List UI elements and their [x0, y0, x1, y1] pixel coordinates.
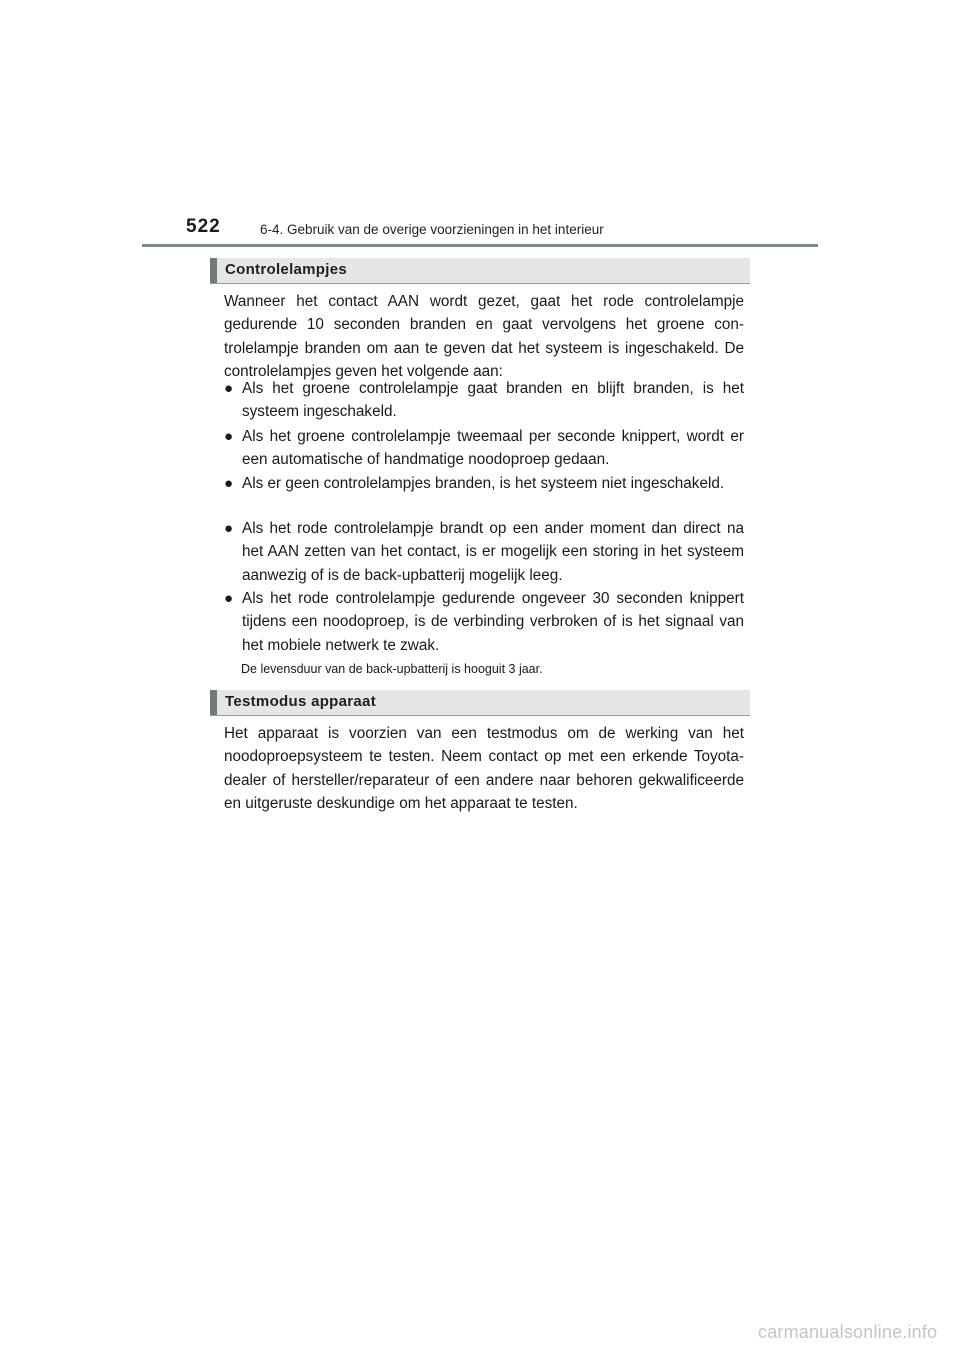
bullet-icon: ● — [224, 428, 234, 445]
watermark: carmanualsonline.info — [758, 1322, 938, 1342]
list-item — [224, 517, 744, 587]
page-number: 522 — [186, 216, 221, 237]
list-item-text: Als het groene controlelampje gaat branden en blijft branden, is het systeem ingeschakeld. — [242, 380, 744, 421]
bullet-icon: ● — [224, 520, 234, 537]
list-item — [224, 472, 744, 495]
section-heading-controlelampjes — [210, 258, 750, 284]
intro-paragraph: Wanneer het contact AAN wordt gezet, gaat het rode controlelampje gedurende 10 seconden branden en gaat vervolgens het groene controlelampje branden om aan te geven dat het systeem is ingeschakeld. De controlelampjes geven het volgende aan: — [224, 293, 744, 381]
list-item — [224, 587, 744, 657]
section-heading-label: Controlelampjes — [225, 261, 348, 278]
list-item-text: Als het groene controlelampje tweemaal per seconde knippert, wordt er een automatische of handmatige noodoproep gedaan. — [242, 428, 744, 469]
section-heading-label: Testmodus apparaat — [225, 693, 376, 710]
list-item-text: Als het rode controlelampje brandt op een ander moment dan direct na het AAN zetten van het contact, is er mogelijk een storing in het systeem aanwezig of is de back-upbatterij mogelijk leeg. — [242, 520, 744, 584]
section-heading-bar — [210, 258, 217, 283]
testmodus-paragraph: Het apparaat is voorzien van een testmodus om de werking van het noodoproepsysteem te testen. Neem contact op met een erkende Toyota-dealer of hersteller/reparateur of een andere naar behoren gekwalificeerde en uitgeruste deskundige om het apparaat te testen. — [224, 725, 744, 813]
list-item — [224, 425, 744, 472]
chapter-title: 6-4. Gebruik van de overige voorzieningen in het interieur — [260, 222, 604, 237]
section-heading-bar — [210, 690, 217, 715]
section-heading-testmodus — [210, 690, 750, 716]
bullet-icon: ● — [224, 475, 234, 492]
list-item — [224, 377, 744, 424]
list-item-text: Als het rode controlelampje gedurende ongeveer 30 seconden knippert tijdens een noodoproep, is de verbinding verbroken of is het signaal van het mobiele netwerk te zwak. — [242, 590, 744, 654]
bullet-icon: ● — [224, 590, 234, 607]
bullet-icon: ● — [224, 380, 234, 397]
battery-note: De levensduur van de back-upbatterij is hooguit 3 jaar. — [241, 662, 543, 676]
header-divider — [142, 244, 818, 247]
list-item-text: Als er geen controlelampjes branden, is het systeem niet ingeschakeld. — [242, 475, 725, 492]
